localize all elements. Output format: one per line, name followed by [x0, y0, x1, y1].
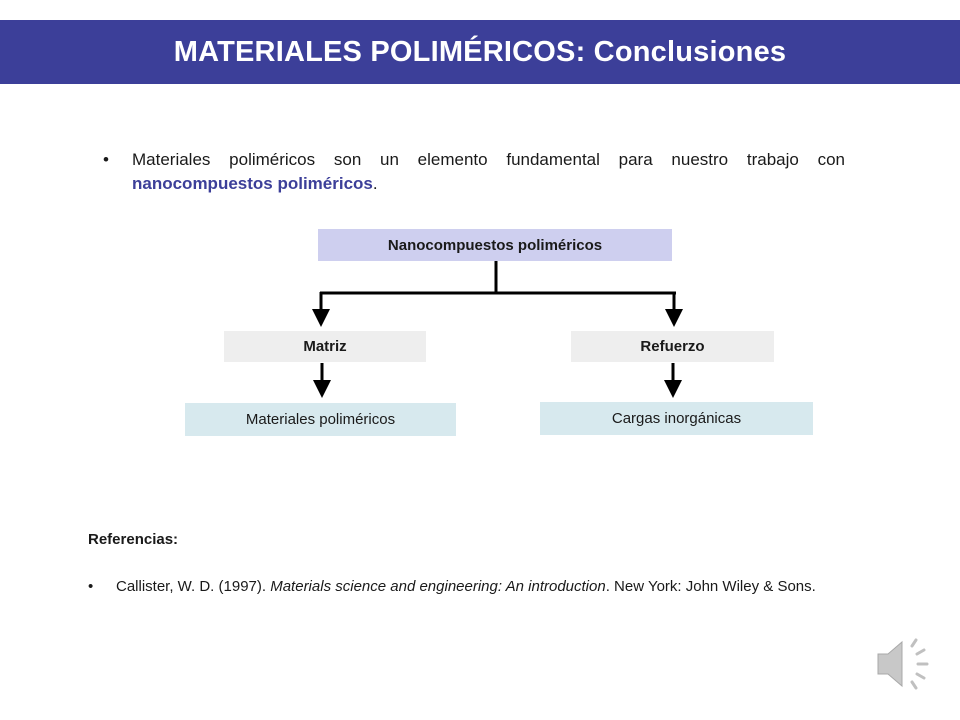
- reference-text-before: Callister, W. D. (1997).: [116, 578, 271, 595]
- reference-entry: [88, 576, 878, 598]
- bullet-highlight: nanocompuestos poliméricos: [132, 174, 373, 193]
- slide-title: MATERIALES POLIMÉRICOS: Conclusiones: [173, 35, 787, 68]
- reference-text-after: . New York: John Wiley & Sons.: [605, 578, 816, 595]
- reference-text: [116, 576, 878, 598]
- bullet-text-after: .: [372, 174, 378, 193]
- cargas-node-box: Cargas inorgánicas: [540, 402, 813, 435]
- materiales-node-box: Materiales poliméricos: [185, 403, 456, 436]
- references-heading: Referencias:: [88, 531, 179, 548]
- bullet-text-before: Materiales poliméricos son un elemento fundamental para nuestro trabajo con: [132, 150, 845, 169]
- speaker-icon[interactable]: [872, 632, 936, 696]
- reference-marker: •: [88, 578, 94, 595]
- refuerzo-node-box: Refuerzo: [571, 331, 774, 362]
- matriz-node-box: Matriz: [224, 331, 426, 362]
- reference-title-italic: Materials science and engineering: An introduction: [270, 578, 606, 595]
- bullet-marker: •: [103, 150, 109, 169]
- root-node-box: Nanocompuestos poliméricos: [318, 229, 672, 261]
